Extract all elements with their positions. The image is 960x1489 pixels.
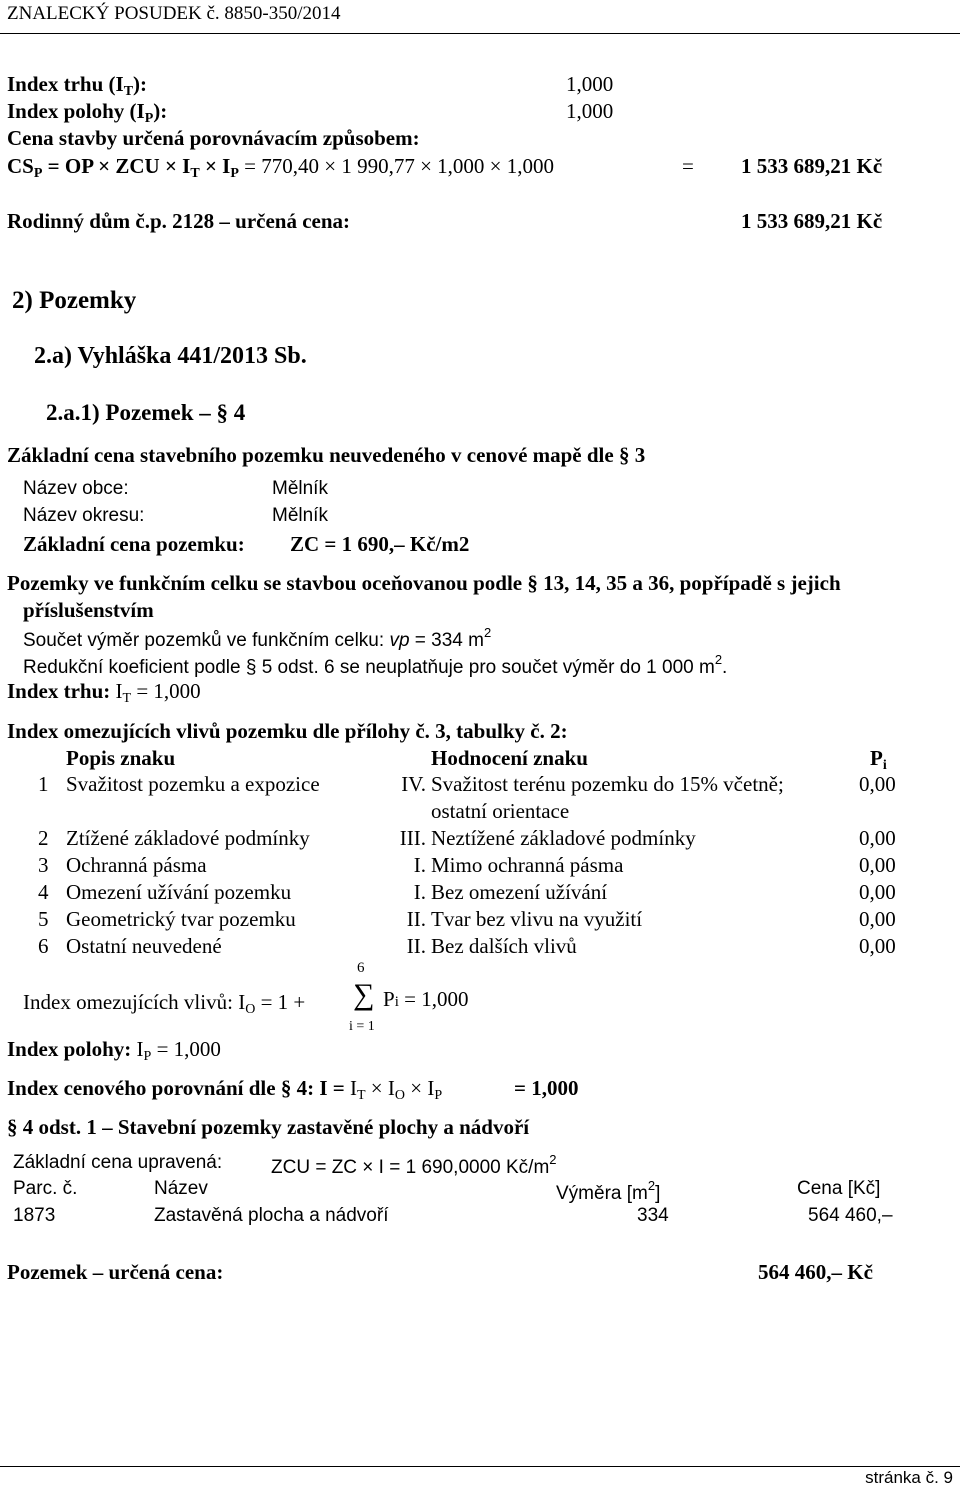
- base-price-heading: Základní cena stavebního pozemku neuvedeného v cenové mapě dle § 3: [7, 443, 646, 467]
- formula-equals: =: [682, 154, 694, 178]
- area-sum-row: Součet výměr pozemků ve funkčním celku: vp = 334 $m^2$: [23, 625, 492, 651]
- table-row-value: 0,00: [859, 826, 896, 850]
- table-row-grade: IV.: [401, 772, 426, 796]
- table-row-rating: Bez dalších vlivů: [431, 934, 577, 958]
- table-header-rating: Hodnocení znaku: [431, 746, 588, 770]
- adjusted-price-label: Základní cena upravená:: [13, 1152, 223, 1173]
- table-row-description: Ochranná pásma: [66, 853, 207, 877]
- parcel-header-number: Parc. č.: [13, 1178, 78, 1199]
- adjusted-price-value: ZCU = ZC × I = 1 690,0000 $Kč/m^2$: [271, 1152, 557, 1178]
- table-row-rating-continuation: ostatní orientace: [431, 799, 570, 823]
- location-index-value: 1,000: [566, 99, 614, 123]
- table-row-rating: Bez omezení užívání: [431, 880, 608, 904]
- table-row-rating: Svažitost terénu pozemku do 15% včetně;: [431, 772, 784, 796]
- table-row-description: Svažitost pozemku a expozice: [66, 772, 320, 796]
- market-index-value: 1,000: [566, 72, 614, 96]
- header-divider: [0, 33, 960, 34]
- reduction-note: Redukční koeficient podle § 5 odst. 6 se neuplatňuje pro součet výměr do 1 000 $m^2$.: [23, 652, 728, 678]
- page-number: stránka č. 9: [865, 1468, 953, 1487]
- table-row-rating: Mimo ochranná pásma: [431, 853, 624, 877]
- base-price-value: ZC = 1 690,– Kč/m2: [290, 532, 470, 556]
- document-header-title: ZNALECKÝ POSUDEK č. 8850-350/2014: [7, 3, 341, 24]
- parcel-area: 334: [637, 1205, 669, 1226]
- plot-determined-label: Pozemek – určená cena:: [7, 1260, 224, 1284]
- built-up-plots-heading: § 4 odst. 1 – Stavební pozemky zastavěné plochy a nádvoří: [7, 1115, 530, 1139]
- table-row-number: 2: [38, 826, 49, 850]
- table-row-grade: I.: [413, 880, 426, 904]
- building-price-result: 1 533 689,21 Kč: [741, 154, 883, 178]
- parcel-name: Zastavěná plocha a nádvoří: [154, 1205, 389, 1226]
- table-row-description: Ostatní neuvedené: [66, 934, 222, 958]
- table-row-value: 0,00: [859, 907, 896, 931]
- building-price-formula: $CS_P$ = OP × ZCU × $I_T \times I_P = 770,40 \times 1$ 990,77 × 1,000 × 1,000: [7, 154, 555, 181]
- parcel-header-area: Výměra $[m^2]$: [556, 1178, 661, 1204]
- footer-divider: [0, 1466, 960, 1467]
- building-determined-label: Rodinný dům č.p. 2128 – určená cena:: [7, 209, 351, 233]
- comparison-index-formula: Index cenového porovnání dle § 4: $I = I_T \times I_O \times I_P$: [7, 1076, 443, 1103]
- subsection-heading-plot: 2.a.1) Pozemek – § 4: [46, 400, 246, 425]
- parcel-price: 564 460,–: [808, 1205, 893, 1226]
- parcel-number: 1873: [13, 1205, 56, 1226]
- market-index-formula: Index trhu: $I_T = 1,000$: [7, 679, 201, 706]
- table-row-description: Ztížené základové podmínky: [66, 826, 310, 850]
- limiting-index-formula: Index omezujících vlivů: $I_O = 1$ +: [23, 990, 306, 1017]
- table-row-grade: III.: [399, 826, 426, 850]
- municipality-label: Název obce:: [23, 478, 129, 499]
- sum-lower-limit: i = 1: [349, 1019, 375, 1034]
- parcel-header-name: Název: [154, 1178, 208, 1199]
- building-determined-value: 1 533 689,21 Kč: [741, 209, 883, 233]
- table-row-number: 6: [38, 934, 49, 958]
- table-row-number: 5: [38, 907, 49, 931]
- table-row-description: Geometrický tvar pozemku: [66, 907, 296, 931]
- sum-term: Pi = 1,000: [383, 987, 469, 1011]
- parcel-header-price: Cena [Kč]: [797, 1178, 881, 1199]
- plot-determined-value: 564 460,– Kč: [758, 1260, 873, 1284]
- table-row-description: Omezení užívání pozemku: [66, 880, 292, 904]
- limiting-factors-heading: Index omezujících vlivů pozemku dle přílohy č. 3, tabulky č. 2:: [7, 719, 568, 743]
- table-row-number: 3: [38, 853, 49, 877]
- table-row-rating: Neztížené základové podmínky: [431, 826, 696, 850]
- table-row-number: 4: [38, 880, 49, 904]
- table-header-description: Popis znaku: [66, 746, 176, 770]
- table-row-value: 0,00: [859, 880, 896, 904]
- section-heading-land: 2) Pozemky: [12, 287, 137, 314]
- sum-symbol: ∑: [353, 978, 375, 1011]
- comparison-method-label: Cena stavby určená porovnávacím způsobem:: [7, 126, 420, 150]
- table-row-number: 1: [38, 772, 49, 796]
- location-index-row: Index polohy $(I_P)$:: [7, 99, 168, 126]
- table-header-pi: $P_i$: [870, 746, 887, 773]
- table-row-rating: Tvar bez vlivu na využití: [431, 907, 643, 931]
- location-index-formula: Index polohy: $I_P = 1,000$: [7, 1037, 221, 1064]
- base-price-label: Základní cena pozemku:: [23, 532, 245, 556]
- comparison-index-value: = 1,000: [514, 1076, 579, 1100]
- municipality-value: Mělník: [272, 478, 328, 499]
- table-row-grade: II.: [406, 934, 426, 958]
- table-row-grade: I.: [413, 853, 426, 877]
- market-index-row: Index trhu $(I_T)$:: [7, 72, 148, 99]
- table-row-value: 0,00: [859, 853, 896, 877]
- district-value: Mělník: [272, 505, 328, 526]
- functional-unit-heading-cont: příslušenstvím: [23, 598, 154, 622]
- sum-upper-limit: 6: [357, 960, 365, 976]
- table-row-grade: II.: [406, 907, 426, 931]
- table-row-value: 0,00: [859, 934, 896, 958]
- subsection-heading-decree: 2.a) Vyhláška 441/2013 Sb.: [34, 343, 307, 369]
- table-row-value: 0,00: [859, 772, 896, 796]
- district-label: Název okresu:: [23, 505, 145, 526]
- functional-unit-heading: Pozemky ve funkčním celku se stavbou oceňovanou podle § 13, 14, 35 a 36, popřípadě s jejich: [7, 571, 841, 595]
